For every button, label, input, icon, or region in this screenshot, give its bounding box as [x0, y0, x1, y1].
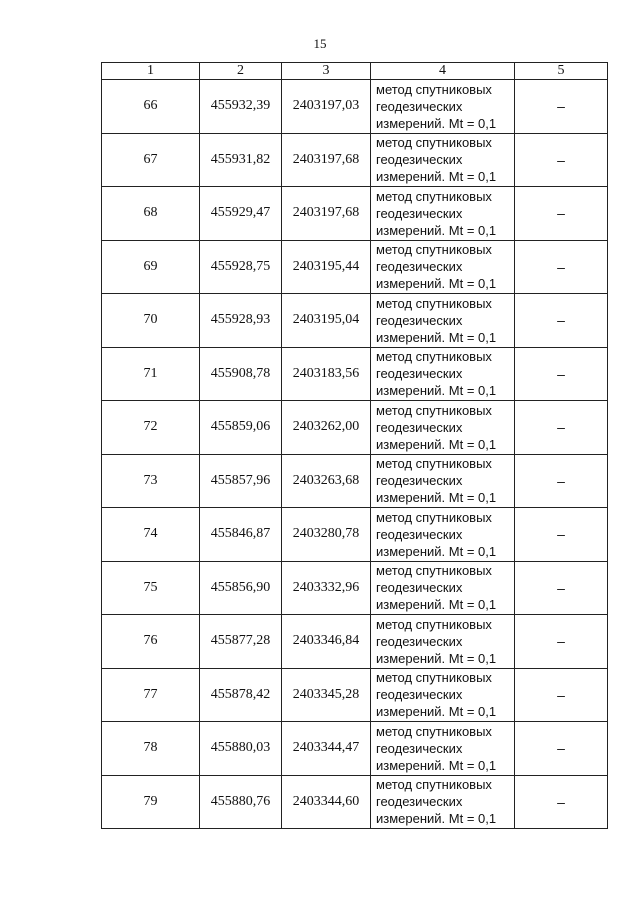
note-cell: – — [515, 187, 608, 241]
method-description — [371, 722, 515, 776]
table-row — [102, 561, 608, 615]
point-number: 70 — [102, 294, 200, 348]
note-cell: – — [515, 240, 608, 294]
table-row — [102, 294, 608, 348]
method-line-1: метод спутниковых — [376, 723, 492, 739]
coordinate-y: 2403197,68 — [282, 133, 371, 187]
coordinate-x: 455932,39 — [200, 80, 282, 134]
method-description — [371, 775, 515, 829]
coordinate-x: 455846,87 — [200, 508, 282, 562]
method-line-2: геодезических — [376, 152, 463, 168]
method-description — [371, 133, 515, 187]
table-row — [102, 668, 608, 722]
page-number: 15 — [313, 36, 327, 51]
point-number: 76 — [102, 615, 200, 669]
method-line-1: метод спутниковых — [376, 509, 492, 525]
method-line-1: метод спутниковых — [376, 616, 492, 632]
method-line-2: геодезических — [376, 312, 463, 328]
method-line-3: измерений. Mt = 0,1 — [376, 329, 497, 345]
point-number: 73 — [102, 454, 200, 508]
table-body — [102, 80, 608, 829]
point-number: 71 — [102, 347, 200, 401]
method-line-2: геодезических — [376, 687, 463, 703]
method-line-3: измерений. Mt = 0,1 — [376, 169, 497, 185]
method-line-1: метод спутниковых — [376, 402, 492, 418]
column-header-3: 3 — [282, 63, 371, 80]
table-row — [102, 615, 608, 669]
coordinate-y: 2403195,44 — [282, 240, 371, 294]
coordinate-y: 2403332,96 — [282, 561, 371, 615]
table-header-row — [102, 63, 608, 80]
coordinate-y: 2403263,68 — [282, 454, 371, 508]
table-row — [102, 775, 608, 829]
table-row — [102, 401, 608, 455]
coordinate-x: 455908,78 — [200, 347, 282, 401]
note-cell: – — [515, 401, 608, 455]
table-row — [102, 347, 608, 401]
point-number: 79 — [102, 775, 200, 829]
method-line-1: метод спутниковых — [376, 456, 492, 472]
point-number: 77 — [102, 668, 200, 722]
point-number: 72 — [102, 401, 200, 455]
method-description — [371, 561, 515, 615]
coordinate-x: 455859,06 — [200, 401, 282, 455]
coordinate-x: 455928,75 — [200, 240, 282, 294]
note-cell: – — [515, 561, 608, 615]
table-row — [102, 722, 608, 776]
table-row — [102, 454, 608, 508]
coordinate-x: 455877,28 — [200, 615, 282, 669]
method-line-2: геодезических — [376, 366, 463, 382]
method-description — [371, 454, 515, 508]
coordinate-x: 455857,96 — [200, 454, 282, 508]
method-line-1: метод спутниковых — [376, 188, 492, 204]
method-line-1: метод спутниковых — [376, 242, 492, 258]
point-number: 66 — [102, 80, 200, 134]
method-line-1: метод спутниковых — [376, 777, 492, 793]
coordinate-y: 2403344,60 — [282, 775, 371, 829]
coordinate-y: 2403344,47 — [282, 722, 371, 776]
method-line-2: геодезических — [376, 794, 463, 810]
method-line-2: геодезических — [376, 526, 463, 542]
point-number: 74 — [102, 508, 200, 562]
note-cell: – — [515, 722, 608, 776]
column-header-4: 4 — [371, 63, 515, 80]
method-line-1: метод спутниковых — [376, 81, 492, 97]
column-header-2: 2 — [200, 63, 282, 80]
note-cell: – — [515, 668, 608, 722]
coordinates-table — [101, 62, 608, 829]
method-line-3: измерений. Mt = 0,1 — [376, 383, 497, 399]
column-header-5: 5 — [515, 63, 608, 80]
coordinate-y: 2403345,28 — [282, 668, 371, 722]
coordinate-x: 455880,03 — [200, 722, 282, 776]
table-row — [102, 508, 608, 562]
method-line-3: измерений. Mt = 0,1 — [376, 811, 497, 827]
point-number: 68 — [102, 187, 200, 241]
coordinate-x: 455931,82 — [200, 133, 282, 187]
method-line-2: геодезических — [376, 473, 463, 489]
coordinate-y: 2403280,78 — [282, 508, 371, 562]
method-line-3: измерений. Mt = 0,1 — [376, 490, 497, 506]
method-line-1: метод спутниковых — [376, 349, 492, 365]
method-line-1: метод спутниковых — [376, 295, 492, 311]
table-row — [102, 187, 608, 241]
method-line-3: измерений. Mt = 0,1 — [376, 276, 497, 292]
column-header-1: 1 — [102, 63, 200, 80]
method-line-2: геодезических — [376, 98, 463, 114]
method-description — [371, 401, 515, 455]
method-description — [371, 615, 515, 669]
method-line-2: геодезических — [376, 580, 463, 596]
note-cell: – — [515, 775, 608, 829]
coordinate-x: 455880,76 — [200, 775, 282, 829]
table-row — [102, 133, 608, 187]
method-line-2: геодезических — [376, 205, 463, 221]
coordinate-x: 455928,93 — [200, 294, 282, 348]
method-line-3: измерений. Mt = 0,1 — [376, 650, 497, 666]
note-cell: – — [515, 454, 608, 508]
method-line-2: геодезических — [376, 419, 463, 435]
table-row — [102, 80, 608, 134]
method-description — [371, 508, 515, 562]
method-line-2: геодезических — [376, 259, 463, 275]
method-description — [371, 294, 515, 348]
method-description — [371, 347, 515, 401]
coordinate-y: 2403346,84 — [282, 615, 371, 669]
coordinate-x: 455929,47 — [200, 187, 282, 241]
point-number: 67 — [102, 133, 200, 187]
method-line-1: метод спутниковых — [376, 670, 492, 686]
point-number: 78 — [102, 722, 200, 776]
method-line-3: измерений. Mt = 0,1 — [376, 115, 497, 131]
method-line-3: измерений. Mt = 0,1 — [376, 757, 497, 773]
coordinate-y: 2403195,04 — [282, 294, 371, 348]
note-cell: – — [515, 80, 608, 134]
method-description — [371, 240, 515, 294]
coordinate-x: 455856,90 — [200, 561, 282, 615]
method-line-3: измерений. Mt = 0,1 — [376, 704, 497, 720]
coordinate-y: 2403262,00 — [282, 401, 371, 455]
method-description — [371, 668, 515, 722]
method-description — [371, 80, 515, 134]
method-description — [371, 187, 515, 241]
note-cell: – — [515, 133, 608, 187]
method-line-1: метод спутниковых — [376, 135, 492, 151]
method-line-3: измерений. Mt = 0,1 — [376, 543, 497, 559]
point-number: 69 — [102, 240, 200, 294]
note-cell: – — [515, 615, 608, 669]
note-cell: – — [515, 508, 608, 562]
table-row — [102, 240, 608, 294]
coordinate-y: 2403197,03 — [282, 80, 371, 134]
method-line-1: метод спутниковых — [376, 563, 492, 579]
method-line-2: геодезических — [376, 633, 463, 649]
note-cell: – — [515, 294, 608, 348]
method-line-2: геодезических — [376, 740, 463, 756]
coordinate-x: 455878,42 — [200, 668, 282, 722]
note-cell: – — [515, 347, 608, 401]
coordinate-y: 2403183,56 — [282, 347, 371, 401]
method-line-3: измерений. Mt = 0,1 — [376, 597, 497, 613]
method-line-3: измерений. Mt = 0,1 — [376, 222, 497, 238]
point-number: 75 — [102, 561, 200, 615]
method-line-3: измерений. Mt = 0,1 — [376, 436, 497, 452]
coordinate-y: 2403197,68 — [282, 187, 371, 241]
